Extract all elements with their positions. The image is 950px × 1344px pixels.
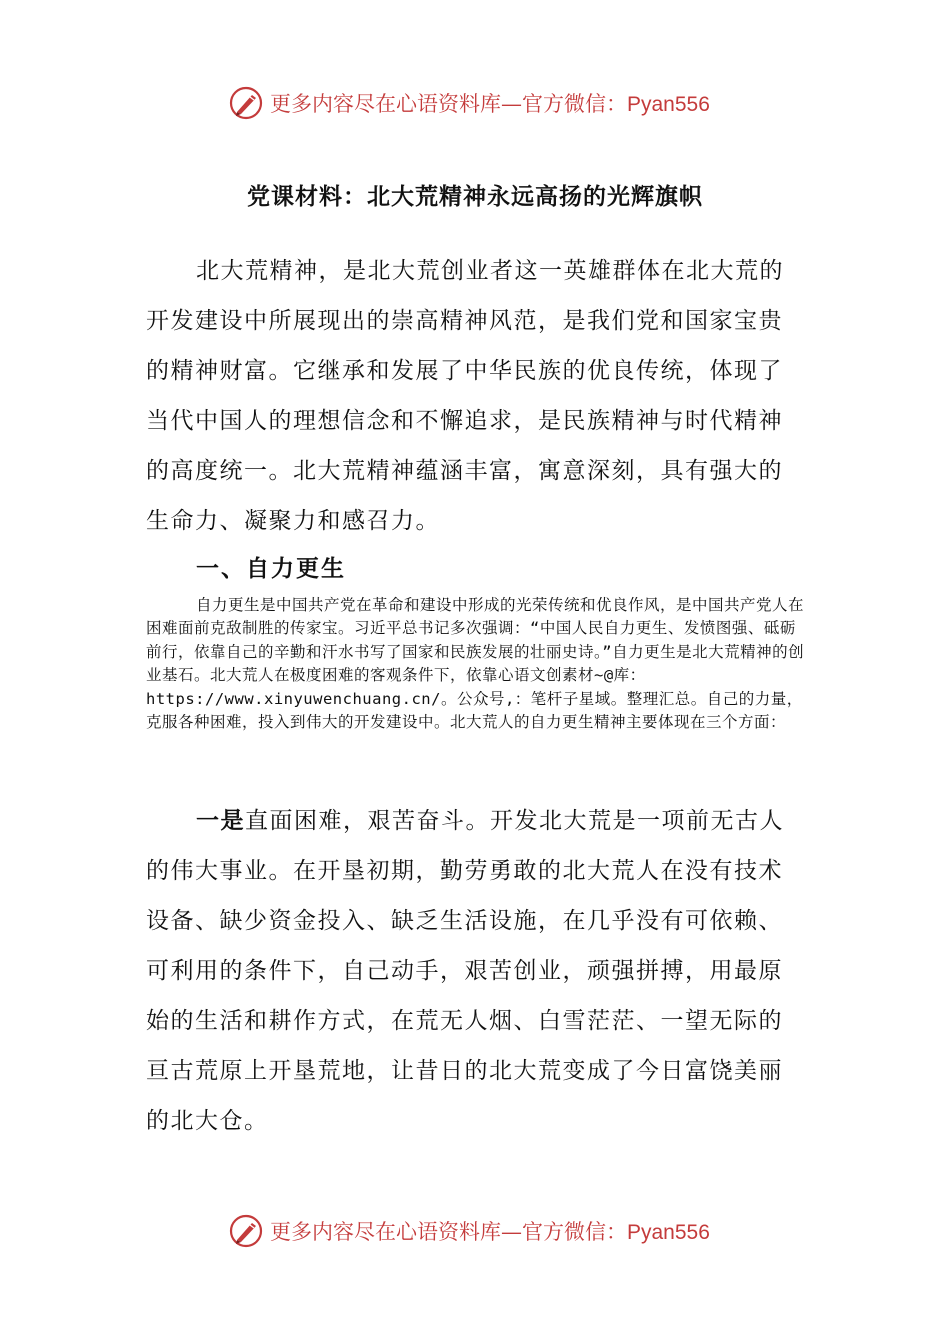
point-paragraph [146, 796, 806, 1146]
point-text: 直面困难，艰苦奋斗。开发北大荒是一项前无古人的伟大事业。在开垦初期，勤劳勇敢的北大荒人在没有技术设备、缺少资金投入、缺乏生活设施，在几乎没有可依赖、可利用的条件下，自己动手，艰苦创业，顽强拼搏，用最原始的生活和耕作方式，在荒无人烟、白雪茫茫、一望无际的亘古荒原上开垦荒地，让昔日的北大荒变成了今日富饶美丽的北大仓。 [146, 808, 784, 1134]
page-title: 党课材料：北大荒精神永远高扬的光辉旗帜 [247, 183, 703, 210]
banner-text [270, 1216, 710, 1246]
banner-text [270, 88, 710, 118]
banner-handle: Pyan556 [627, 93, 710, 116]
section-heading: 一、自力更生 [196, 556, 346, 582]
footer-banner [228, 1210, 748, 1252]
pen-logo-icon [228, 85, 264, 121]
point-lead: 一是 [196, 808, 245, 834]
banner-label: 更多内容尽在心语资料库—官方微信： [270, 1220, 627, 1244]
pen-logo-icon [228, 1213, 264, 1249]
header-banner [228, 82, 748, 124]
banner-handle: Pyan556 [627, 1221, 710, 1244]
section-body-paragraph: 自力更生是中国共产党在革命和建设中形成的光荣传统和优良作风，是中国共产党人在困难面前克敌制胜的传家宝。习近平总书记多次强调：“中国人民自力更生、发愤图强、砥砺前行，依靠自己的辛勤和汗水书写了国家和民族发展的壮丽史诗。”自力更生是北大荒精神的创业基石。北大荒人在极度困难的客观条件下，依靠心语文创素材~@库：https://www.xinyuwenchuang.cn/。公众号,：笔杆子星域。整理汇总。自己的力量，克服各种困难，投入到伟大的开发建设中。北大荒人的自力更生精神主要体现在三个方面： [146, 596, 805, 732]
banner-label: 更多内容尽在心语资料库—官方微信： [270, 92, 627, 116]
intro-paragraph: 北大荒精神，是北大荒创业者这一英雄群体在北大荒的开发建设中所展现出的崇高精神风范，是我们党和国家宝贵的精神财富。它继承和发展了中华民族的优良传统，体现了当代中国人的理想信念和不懈追求，是民族精神与时代精神的高度统一。北大荒精神蕴涵丰富，寓意深刻，具有强大的生命力、凝聚力和感召力。 [146, 258, 784, 534]
